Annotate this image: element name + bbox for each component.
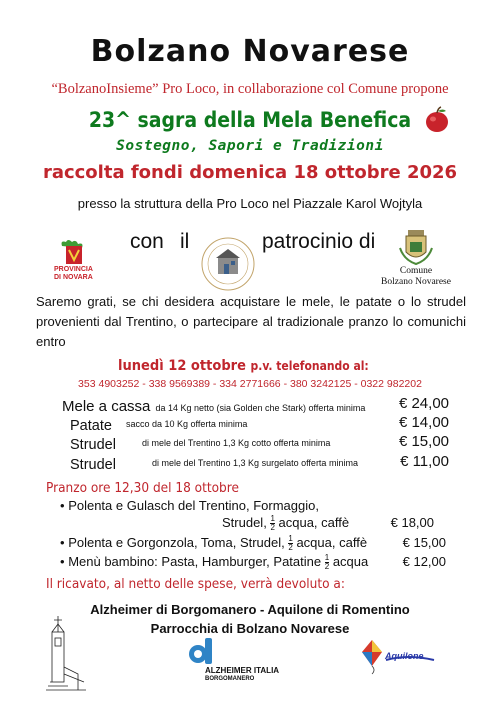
menu-text: Polenta e Gulasch del Trentino, Formaggio, [68, 498, 319, 513]
call-note: p.v. telefonando al: [250, 359, 369, 373]
intro-paragraph: Saremo grati, se chi desidera acquistare le mele, le patate o lo strudel provenienti dal Trentino, o partecipare al tradizionale pranzo lo comunichi entro [36, 294, 466, 349]
event-tagline: Sostegno, Sapori e Tradizioni [116, 138, 384, 154]
product-row [70, 434, 116, 453]
menu-price: € 15,00 [402, 535, 446, 550]
menu-price: € 18,00 [390, 515, 434, 530]
menu-text: Polenta e Gorgonzola, Toma, Strudel, [68, 535, 285, 550]
product-price: € 15,00 [398, 433, 449, 450]
alzheimer-name: ALZHEIMER ITALIA [205, 666, 280, 675]
menu-item-2 [60, 535, 367, 552]
product-desc: sacco da 10 Kg offerta minima [126, 419, 248, 429]
half-fraction: $\frac{1}{2}$ [270, 514, 275, 533]
alzheimer-sub: BORGOMANERO [205, 676, 255, 682]
comune-crest-icon [396, 228, 436, 266]
provincia-line2: DI NOVARA [54, 274, 93, 280]
organizer-line: “BolzanoInsieme” Pro Loco, in collaborazione col Comune propone [51, 81, 449, 97]
menu-text: acqua, caffè [296, 535, 368, 550]
product-price: € 11,00 [400, 453, 449, 470]
lunch-heading: Pranzo ore 12,30 del 18 ottobre [46, 480, 239, 496]
product-row [70, 454, 116, 473]
half-fraction: $\frac{1}{2}$ [324, 553, 330, 572]
menu-item-3 [60, 554, 368, 571]
menu-item-1-cont [222, 515, 349, 532]
proceeds-heading: Il ricavato, al netto delle spese, verrà devoluto a: [46, 576, 345, 592]
apple-icon [423, 106, 451, 134]
comune-line1: Comune [399, 266, 433, 276]
patronage-word-il: il [180, 230, 190, 253]
product-row [62, 396, 365, 415]
product-price: € 14,00 [398, 414, 449, 431]
product-desc: di mele del Trentino 1,3 Kg surgelato offerta minima [152, 458, 358, 468]
poster-title: Bolzano Novarese [90, 34, 410, 69]
call-deadline: lunedì 12 ottobre [118, 358, 246, 374]
provincia-line1: PROVINCIA [54, 266, 93, 273]
bullet: • [60, 554, 65, 569]
comune-line2: Bolzano Novarese [381, 277, 451, 287]
half-fraction: $\frac{1}{2}$ [288, 534, 293, 553]
menu-price: € 12,00 [402, 554, 446, 569]
provincia-novara-logo [54, 238, 102, 280]
church-sketch-icon [44, 612, 88, 692]
pro-loco-logo [200, 236, 256, 292]
phone-numbers: 353 4903252 - 338 9569389 - 334 2771666 - 380 3242125 - 0322 982202 [78, 378, 422, 390]
event-name: 23^ sagra della Mela Benefica [88, 108, 412, 132]
menu-text: acqua, caffè [278, 515, 350, 530]
product-name: Mele a cassa [62, 398, 151, 415]
event-location: presso la struttura della Pro Loco nel Piazzale Karol Wojtyla [77, 196, 423, 211]
aquilone-name: Aquilone [385, 651, 424, 661]
product-desc: da 14 Kg netto (sia Golden che Stark) offerta minima [155, 403, 366, 413]
product-row [70, 415, 112, 434]
comune-label [376, 266, 456, 288]
product-name: Strudel [70, 437, 116, 453]
product-name: Strudel [70, 457, 116, 473]
patronage-word-patrocinio: patrocinio di [262, 230, 376, 253]
beneficiaries-line1: Alzheimer di Borgomanero - Aquilone di Romentino [90, 602, 410, 617]
call-line [118, 358, 369, 374]
patronage-word-con: con [130, 230, 164, 253]
menu-text: acqua [332, 554, 369, 569]
product-name: Patate [70, 418, 112, 434]
bullet: • [60, 535, 65, 550]
menu-text: Menù bambino: Pasta, Hamburger, Patatine [68, 554, 322, 569]
menu-item-1 [60, 498, 319, 513]
bullet: • [60, 498, 65, 513]
fundraiser-date: raccolta fondi domenica 18 ottobre 2026 [42, 162, 458, 183]
menu-text: Strudel, [222, 515, 267, 530]
product-price: € 24,00 [398, 395, 449, 412]
beneficiaries-line2: Parrocchia di Bolzano Novarese [150, 621, 350, 636]
product-desc: di mele del Trentino 1,3 Kg cotto offerta minima [142, 438, 331, 448]
